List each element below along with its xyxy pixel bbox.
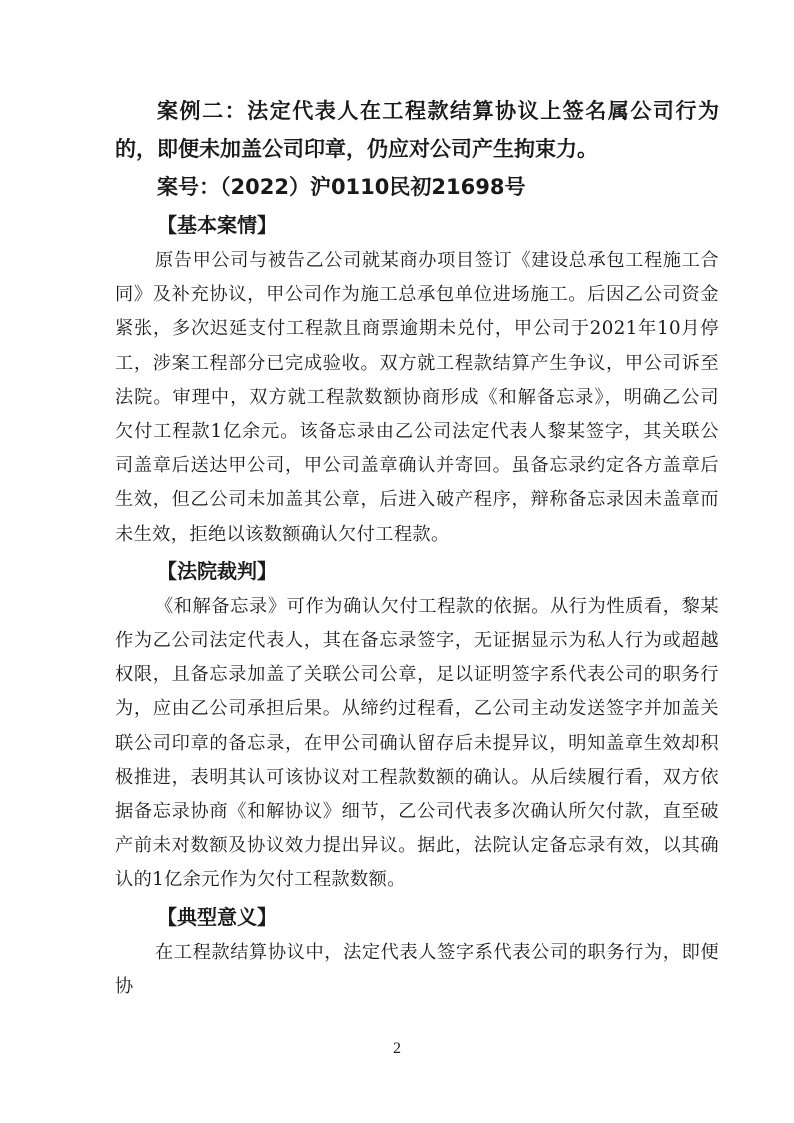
basic-facts-paragraph: 原告甲公司与被告乙公司就某商办项目签订《建设总承包工程施工合同》及补充协议，甲公司作为施工总承包单位进场施工。后因乙公司资金紧张，多次迟延支付工程款且商票逾期未兑付，甲公司于2021年10月停工，涉案工程部分已完成验收。双方就工程款结算产生争议，甲公司诉至法院。审理中，双方就工程款数额协商形成《和解备忘录》，明确乙公司欠付工程款1亿余元。该备忘录由乙公司法定代表人黎某签字，其关联公司盖章后送达甲公司，甲公司盖章确认并寄回。虽备忘录约定各方盖章后生效，但乙公司未加盖其公章，后进入破产程序，辩称备忘录因未盖章而未生效，拒绝以该数额确认欠付工程款。 <box>115 250 719 545</box>
page-content <box>115 92 719 1004</box>
case-title: 案例二：法定代表人在工程款结算协议上签名属公司行为的，即便未加盖公司印章，仍应对公司产生拘束力。 <box>115 99 719 161</box>
significance-paragraph: 在工程款结算协议中，法定代表人签字系代表公司的职务行为，即便协 <box>115 941 719 997</box>
section-heading-significance: 【典型意义】 <box>157 904 277 929</box>
section-heading-basic-facts: 【基本案情】 <box>157 213 277 237</box>
page-number: 2 <box>393 1040 401 1057</box>
case-number: 案号：（2022）沪0110民初21698号 <box>157 175 526 199</box>
judgment-paragraph: 《和解备忘录》可作为确认欠付工程款的依据。从行为性质看，黎某作为乙公司法定代表人，其在备忘录签字，无证据显示为私人行为或超越权限，且备忘录加盖了关联公司公章，足以证明签字系代表公司的职务行为，应由乙公司承担后果。从缔约过程看，乙公司主动发送签字并加盖关联公司印章的备忘录，在甲公司确认留存后未提异议，明知盖章生效却积极推进，表明其认可该协议对工程款数额的确认。从后续履行看，双方依据备忘录协商《和解协议》细节，乙公司代表多次确认所欠付款，直至破产前未对数额及协议效力提出异议。据此，法院认定备忘录有效，以其确认的1亿余元作为欠付工程款数额。 <box>115 595 719 891</box>
section-heading-judgment: 【法院裁判】 <box>157 558 277 583</box>
